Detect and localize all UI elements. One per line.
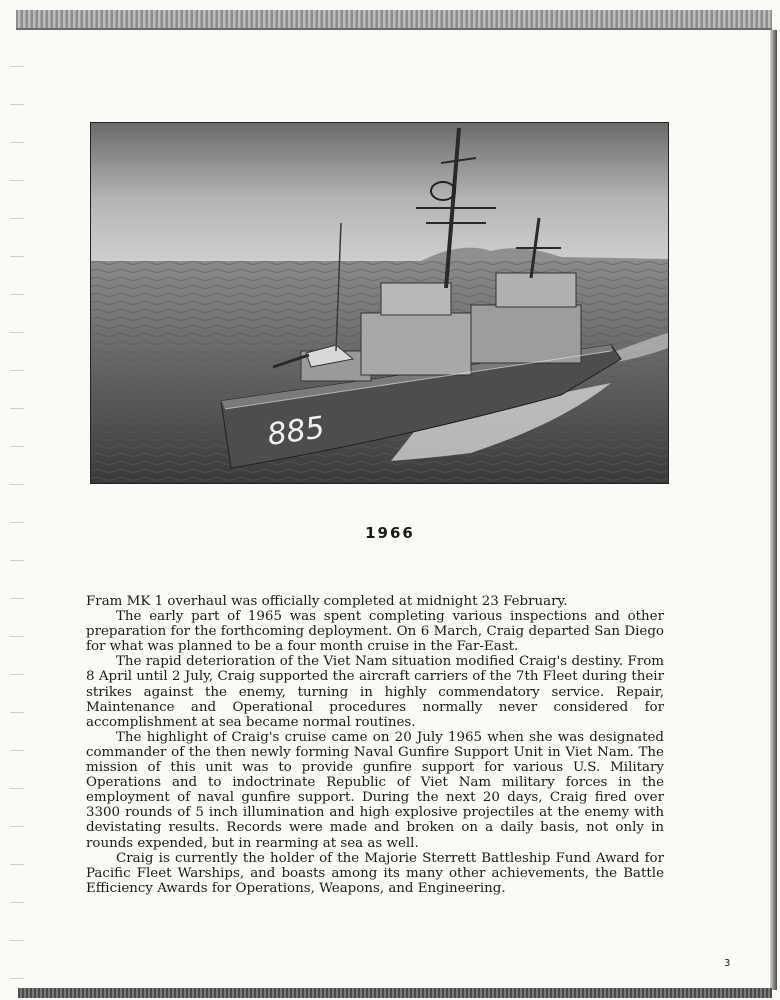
scan-top-edge: [16, 10, 772, 30]
paragraph-4: The highlight of Craig's cruise came on 20 July 1965 when she was designated commander of the then newly forming Naval Gunfire Support Unit in Viet Nam. The mission of this unit was to provide gunfire support for various U.S. Military Operations and to indoctrinate Republic of Viet Nam military forces in the employment of naval gunfire support. During the next 20 days, Craig fired over 3300 rounds of 5 inch illumination and high explosive projectiles at the enemy with devistating results. Records were made and broken on a daily basis, not only in rounds expended, but in rearming at sea as well.: [86, 729, 664, 851]
history-text: [86, 594, 664, 896]
scan-bottom-edge: [18, 988, 772, 998]
paragraph-5: Craig is currently the holder of the Majorie Sterrett Battleship Fund Award for Pacific Fleet Warships, and boasts among its many other achievements, the Battle Efficiency Awards for Operations, Weapons, and Engineering.: [86, 850, 664, 896]
destroyer-ship-icon: [91, 123, 668, 483]
paragraph-1: Fram MK 1 overhaul was officially completed at midnight 23 February.: [86, 594, 568, 609]
paragraph-3: The rapid deterioration of the Viet Nam situation modified Craig's destiny. From 8 April until 2 July, Craig supported the aircraft carriers of the 7th Fleet during their strikes against the enemy, turning in highly commendatory service. Repair, Maintenance and Operational procedures normally never considered for accomplishment at sea became normal routines.: [86, 654, 664, 730]
hull-number: 885: [265, 410, 327, 453]
page-number: 3: [724, 958, 731, 969]
ship-photo: [90, 122, 669, 484]
section-year-heading: 1966: [365, 524, 415, 542]
paragraph-2: The early part of 1965 was spent completing various inspections and other preparation for the forthcoming deployment. On 6 March, Craig departed San Diego for what was planned to be a four month cruise in the Far-East.: [86, 609, 664, 655]
scan-margin-marks: [10, 40, 24, 980]
scan-right-edge: [770, 30, 777, 990]
